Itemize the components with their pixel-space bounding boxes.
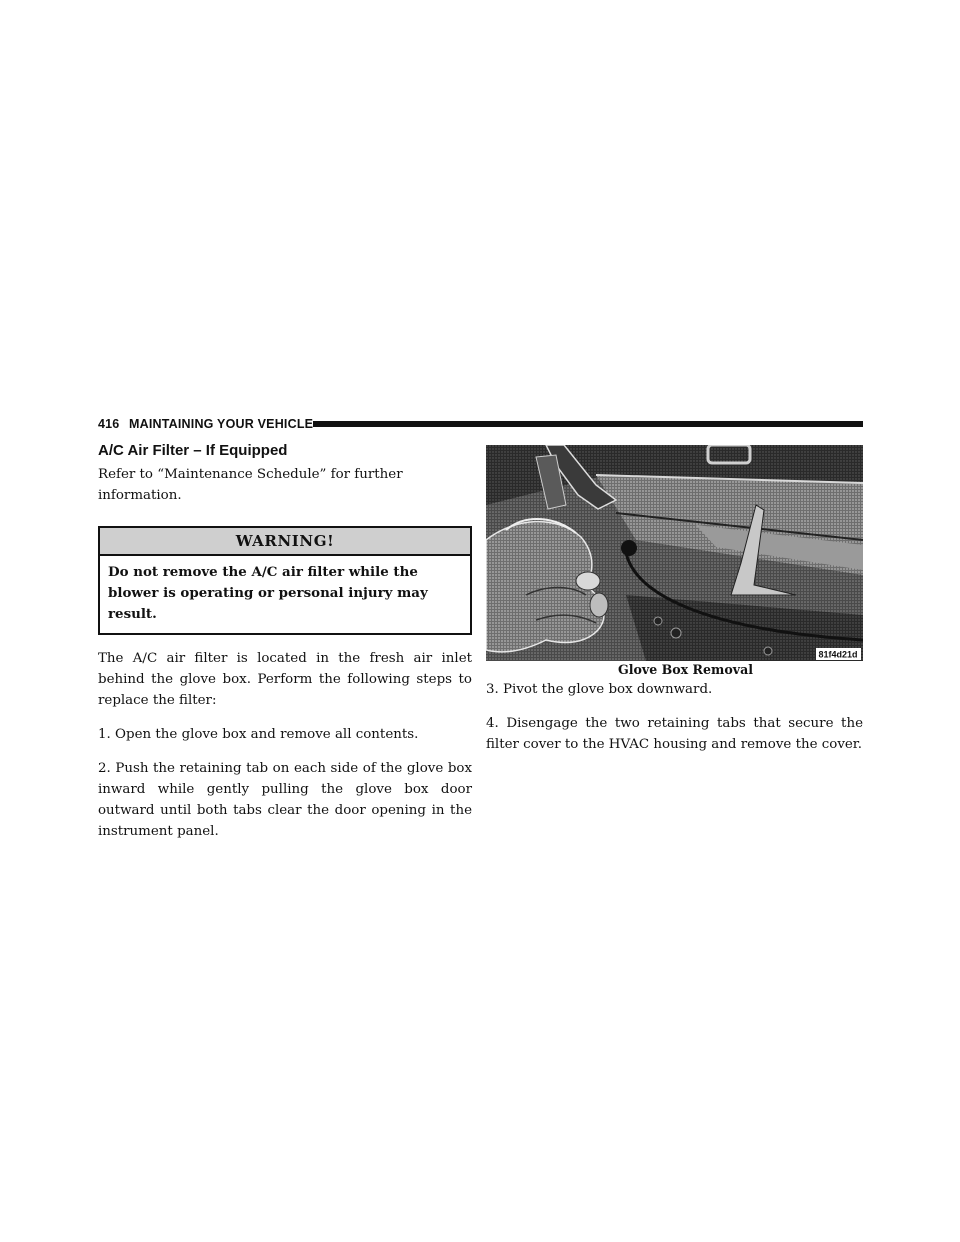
running-header [98, 415, 863, 433]
header-rule [313, 421, 863, 427]
step-1: 1. Open the glove box and remove all contents. [98, 727, 419, 742]
section-heading: A/C Air Filter – If Equipped [98, 442, 288, 459]
warning-box [98, 526, 472, 635]
right-column [486, 445, 863, 755]
intro-text: Refer to “Maintenance Schedule” for further information. [98, 467, 403, 503]
section-title: MAINTAINING YOUR VEHICLE [129, 417, 314, 431]
left-column [98, 442, 472, 842]
step-4: 4. Disengage the two retaining tabs that secure the filter cover to the HVAC housing and remove the cover. [486, 716, 863, 752]
glove-box-photo [486, 445, 863, 661]
image-code: 81f4d21d [818, 649, 858, 660]
step-2: 2. Push the retaining tab on each side of the glove box inward while gently pulling the glove box door outward until both tabs clear the door opening in the instrument panel. [98, 761, 472, 839]
step-3: 3. Pivot the glove box downward. [486, 682, 713, 697]
photo-illustration [486, 445, 863, 661]
location-paragraph: The A/C air filter is located in the fresh air inlet behind the glove box. Perform the following steps to replace the filter: [98, 651, 472, 708]
figure-caption: Glove Box Removal [617, 662, 754, 677]
warning-title: WARNING! [100, 528, 470, 556]
page-number: 416 [98, 417, 120, 431]
warning-text: Do not remove the A/C air filter while the blower is operating or personal injury may result. [108, 564, 428, 622]
